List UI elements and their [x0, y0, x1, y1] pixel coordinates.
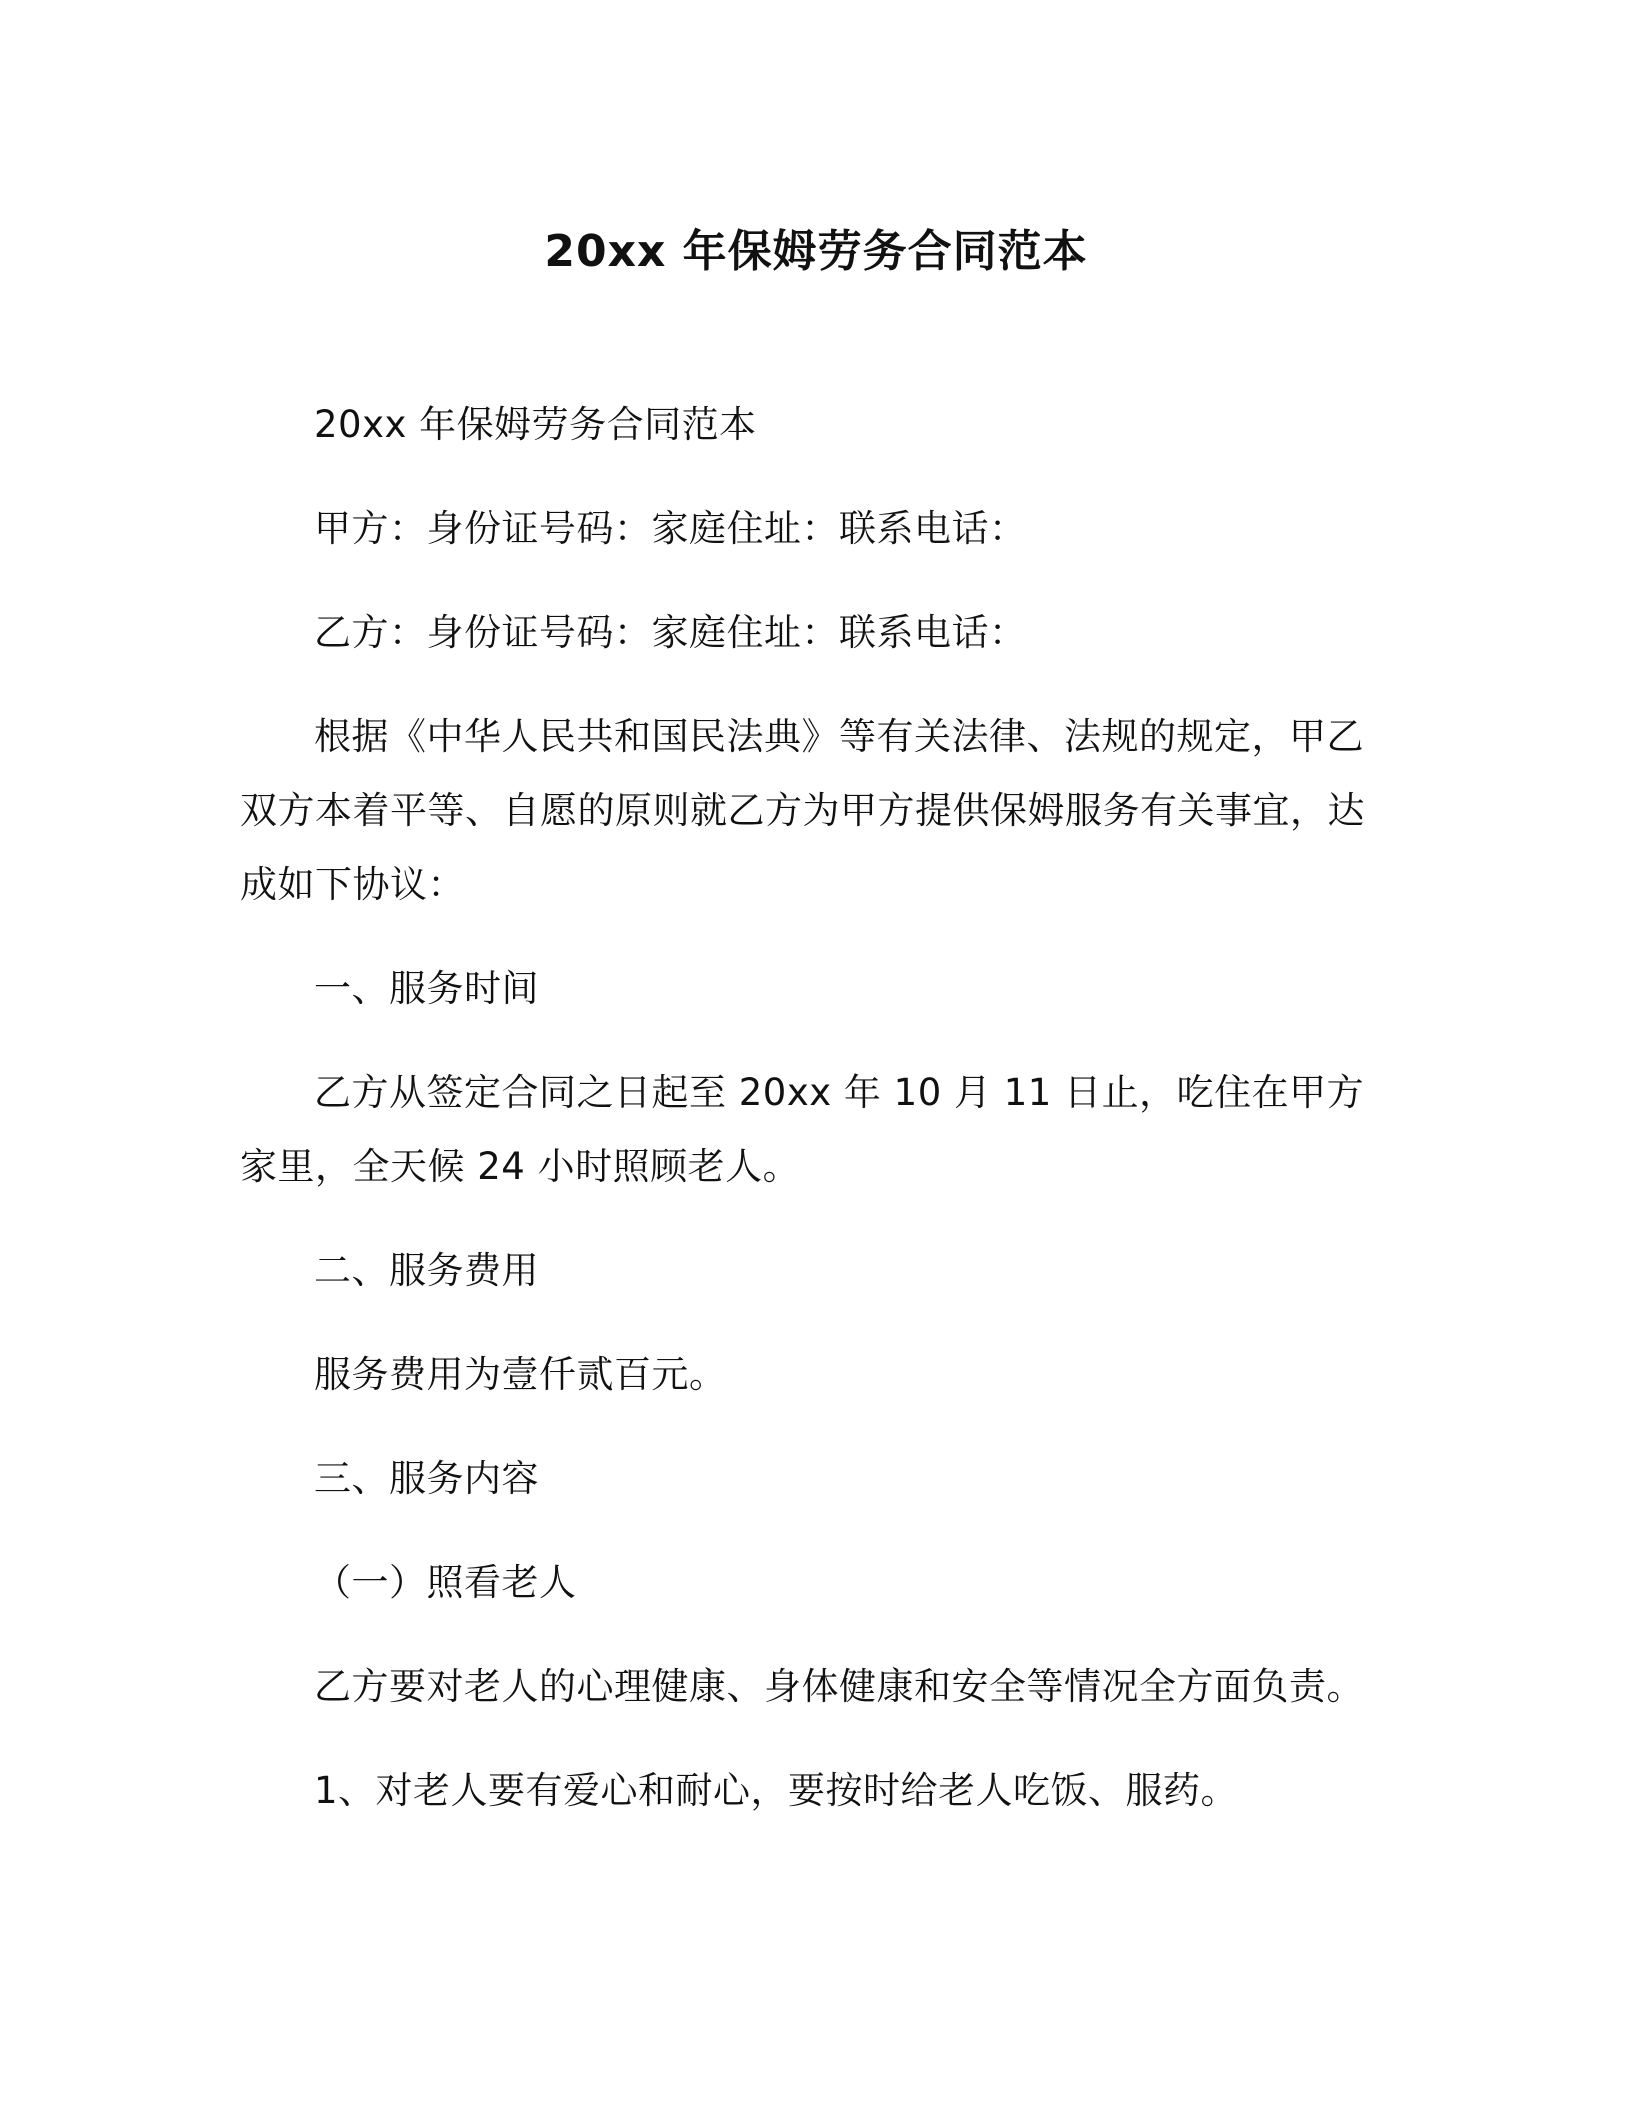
section-service-content-heading: 三、服务内容 [314, 1457, 539, 1500]
agreement-basis-paragraph: 根据《中华人民共和国民法典》等有关法律、法规的规定，甲乙双方本着平等、自愿的原则就乙方为甲方提供保姆服务有关事宜，达成如下协议： [240, 715, 1365, 906]
section-service-fee-heading: 二、服务费用 [314, 1249, 539, 1292]
elder-care-responsibility-paragraph: 乙方要对老人的心理健康、身体健康和安全等情况全方面负责。 [314, 1665, 1364, 1708]
subtitle-paragraph: 20xx 年保姆劳务合同范本 [314, 403, 757, 446]
service-fee-paragraph: 服务费用为壹仟贰百元。 [314, 1353, 727, 1396]
party-b-paragraph: 乙方：身份证号码：家庭住址：联系电话： [314, 611, 1027, 654]
document-body [240, 388, 1370, 1858]
document-title: 20xx 年保姆劳务合同范本 [544, 226, 1088, 277]
section-service-time-heading: 一、服务时间 [314, 967, 539, 1010]
elder-care-item-1-paragraph: 1、对老人要有爱心和耐心，要按时给老人吃饭、服药。 [314, 1769, 1239, 1812]
subsection-elder-care-heading: （一）照看老人 [314, 1561, 577, 1604]
party-a-paragraph: 甲方：身份证号码：家庭住址：联系电话： [314, 507, 1027, 550]
service-time-paragraph: 乙方从签定合同之日起至 20xx 年 10 月 11 日止，吃住在甲方家里，全天候 24 小时照顾老人。 [240, 1071, 1365, 1188]
